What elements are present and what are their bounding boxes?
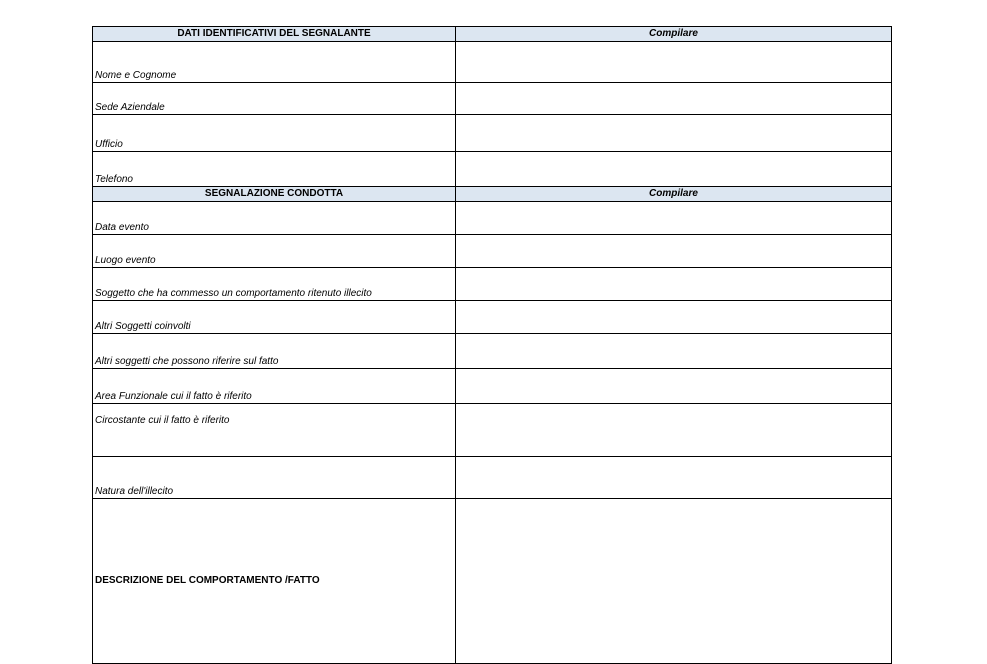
- section2-title: SEGNALAZIONE CONDOTTA: [93, 187, 456, 202]
- description-field[interactable]: [456, 499, 892, 664]
- circumstances-label: Circostante cui il fatto è riferito: [93, 404, 456, 457]
- offense-nature-label: Natura dell'illecito: [93, 457, 456, 499]
- table-row: [93, 499, 892, 664]
- offense-nature-field[interactable]: [456, 457, 892, 499]
- offender-label: Soggetto che ha commesso un comportamento ritenuto illecito: [93, 268, 456, 301]
- witnesses-label: Altri soggetti che possono riferire sul fatto: [93, 334, 456, 369]
- section2-header: [93, 187, 892, 202]
- office-label: Ufficio: [93, 115, 456, 152]
- section1-compile-label: Compilare: [456, 27, 892, 42]
- table-row: [93, 83, 892, 115]
- office-field[interactable]: [456, 115, 892, 152]
- event-place-field[interactable]: [456, 235, 892, 268]
- functional-area-field[interactable]: [456, 369, 892, 404]
- circumstances-field[interactable]: [456, 404, 892, 457]
- table-row: [93, 301, 892, 334]
- section1-header: [93, 27, 892, 42]
- table-row: [93, 457, 892, 499]
- table-row: [93, 404, 892, 457]
- table-row: [93, 268, 892, 301]
- table-row: [93, 202, 892, 235]
- description-label: DESCRIZIONE DEL COMPORTAMENTO /FATTO: [93, 499, 456, 664]
- name-field[interactable]: [456, 42, 892, 83]
- company-site-field[interactable]: [456, 83, 892, 115]
- report-form-table: [92, 26, 892, 664]
- name-label: Nome e Cognome: [93, 42, 456, 83]
- table-row: [93, 369, 892, 404]
- event-date-field[interactable]: [456, 202, 892, 235]
- offender-field[interactable]: [456, 268, 892, 301]
- section2-compile-label: Compilare: [456, 187, 892, 202]
- other-involved-field[interactable]: [456, 301, 892, 334]
- event-date-label: Data evento: [93, 202, 456, 235]
- section1-title: DATI IDENTIFICATIVI DEL SEGNALANTE: [93, 27, 456, 42]
- table-row: [93, 235, 892, 268]
- functional-area-label: Area Funzionale cui il fatto è riferito: [93, 369, 456, 404]
- other-involved-label: Altri Soggetti coinvolti: [93, 301, 456, 334]
- table-row: [93, 42, 892, 83]
- witnesses-field[interactable]: [456, 334, 892, 369]
- company-site-label: Sede Aziendale: [93, 83, 456, 115]
- phone-field[interactable]: [456, 152, 892, 187]
- table-row: [93, 115, 892, 152]
- table-row: [93, 152, 892, 187]
- phone-label: Telefono: [93, 152, 456, 187]
- table-row: [93, 334, 892, 369]
- event-place-label: Luogo evento: [93, 235, 456, 268]
